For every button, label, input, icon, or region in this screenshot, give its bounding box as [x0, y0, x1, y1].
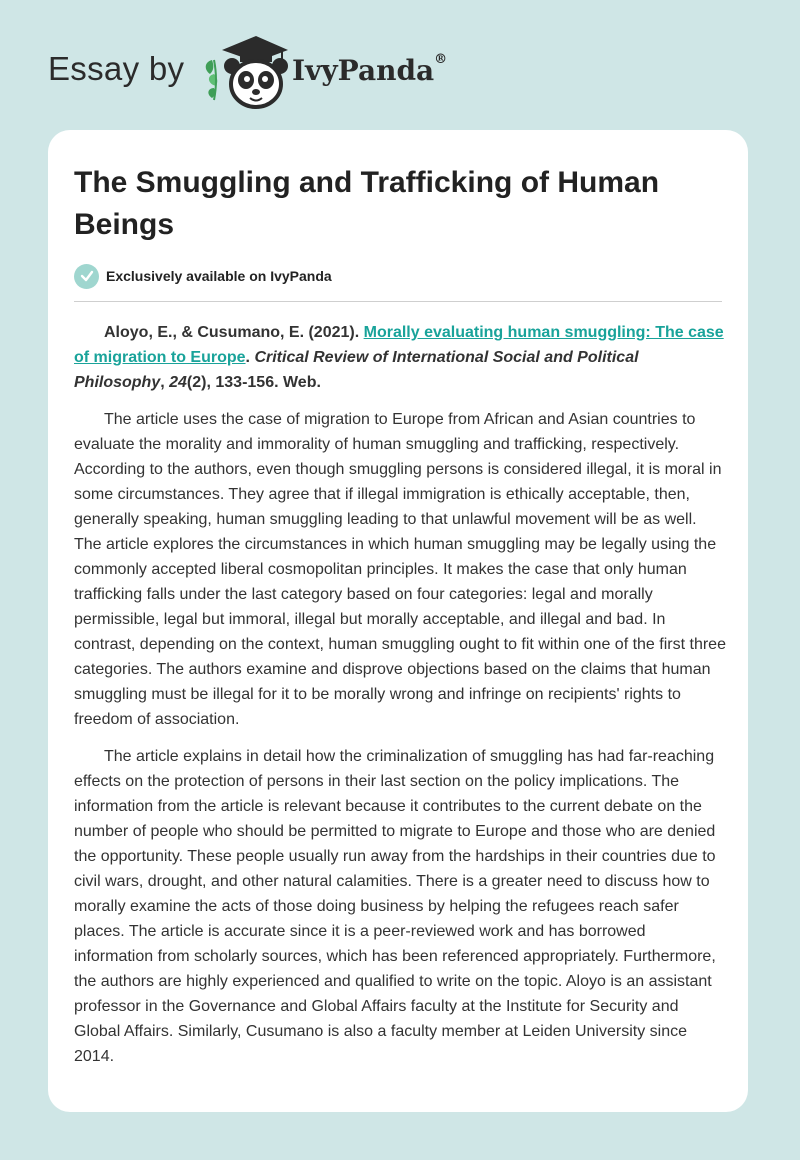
paragraph-2: The article explains in detail how the criminalization of smuggling has had far-reaching effects on the protection of persons in their last section on the policy implications. The information from the article is relevant because it contributes to the current debate on the number of people who should be permitted to migrate to Europe and those who are denied the opportunity. These people usually run away from the hardships in their countries due to civil wars, drought, and other natural calamities. There is a greater need to discuss how to morally examine the acts of those doing business by helping the refugees reach safer places. The article is accurate since it is a peer-reviewed work and has borrowed information from scholarly sources, which has been referenced appropriately. Furthermore, the authors are highly experienced and qualified to write on the topic. Aloyo is an assistant professor in the Governance and Global Affairs faculty at the Institute for Security and Global Affairs. Similarly, Cusumano is also a faculty member at Leiden University since 2014. [74, 748, 716, 1065]
registered-mark: ® [434, 52, 448, 67]
panda-logo-icon[interactable] [202, 30, 288, 110]
citation-authors: Aloyo, E., & Cusumano, E. (2021). [104, 324, 364, 341]
brand-prefix: Essay by [48, 50, 185, 87]
citation-volume: 24 [169, 374, 187, 391]
essay-body [74, 320, 726, 1081]
citation-link[interactable]: Morally evaluating human smuggling: The case of migration to Europe [74, 324, 724, 366]
citation-comma: , [160, 374, 170, 391]
exclusive-badge [74, 263, 332, 289]
site-header [48, 30, 752, 120]
essay-card [48, 130, 748, 1112]
check-icon [74, 264, 99, 289]
citation-after-link: . [245, 349, 255, 366]
brand-name-text: IvyPanda [292, 54, 435, 87]
paragraph-1: The article uses the case of migration to Europe from African and Asian countries to evaluate the morality and immorality of human smuggling and trafficking, respectively. According to the authors, even though smuggling persons is considered illegal, it is moral in some circumstances. They agree that if illegal immigration is ethically acceptable, then, generally speaking, human smuggling leading to that unlawful movement will be as well. The article explores the circumstances in which human smuggling may be legally using the commonly accepted liberal cosmopolitan principles. It makes the case that only human trafficking falls under the last category based on four categories: legal and morally permissible, legal but immoral, illegal but morally acceptable, and illegal and bad. In contrast, depending on the context, human smuggling ought to fit within one of the first three categories. The authors examine and disprove objections based on the claims that human smuggling must be illegal for it to be morally wrong and infringe on recipients' rights to freedom of association. [74, 411, 726, 728]
citation-journal: Critical Review of International Social and Political Philosophy [74, 349, 639, 391]
citation-issue-pages: (2), 133-156. Web. [186, 374, 321, 391]
brand-name[interactable] [292, 54, 447, 87]
page-title: The Smuggling and Trafficking of Human Beings [74, 166, 660, 241]
citation [74, 320, 726, 395]
divider [74, 301, 722, 302]
exclusive-label: Exclusively available on IvyPanda [106, 268, 332, 284]
